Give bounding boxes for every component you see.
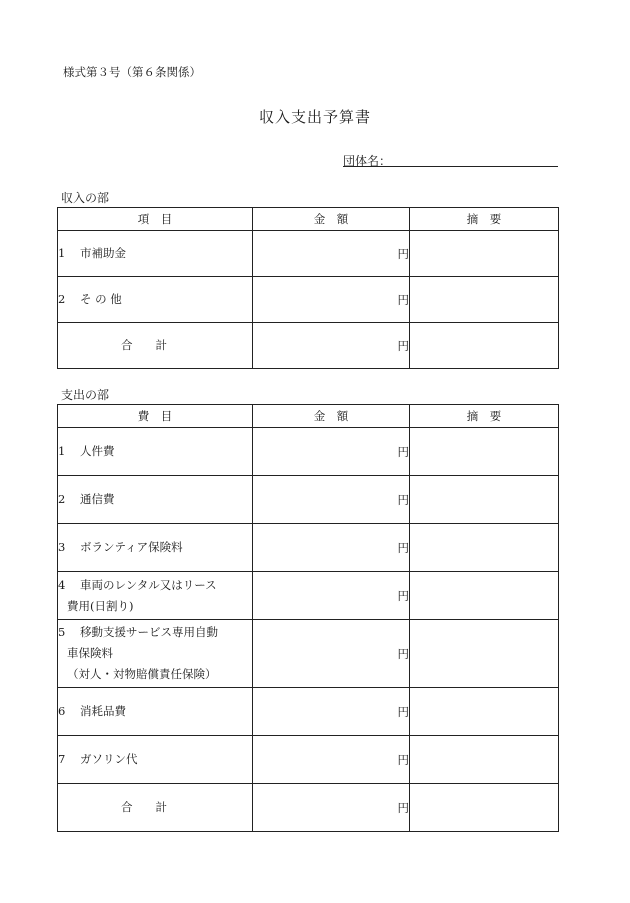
expense-row <box>58 736 559 784</box>
expense-amount-cell[interactable] <box>253 620 410 688</box>
item-label: そ の 他 <box>80 292 122 306</box>
expense-row <box>58 620 559 688</box>
expense-header-remarks: 摘 要 <box>410 405 559 428</box>
expense-item-cell <box>58 736 253 784</box>
expense-header-row <box>58 405 559 428</box>
expense-item-cell <box>58 476 253 524</box>
item-label: 市補助金 <box>80 246 126 260</box>
income-header-row <box>58 208 559 231</box>
income-amount-cell[interactable] <box>253 231 410 277</box>
form-number: 様式第３号（第６条関係） <box>63 65 201 79</box>
income-total-remarks-cell[interactable] <box>410 323 559 369</box>
expense-remarks-cell[interactable] <box>410 428 559 476</box>
income-total-amount-cell[interactable] <box>253 323 410 369</box>
income-amount-cell[interactable] <box>253 277 410 323</box>
expense-item-cell <box>58 428 253 476</box>
item-label: ボランティア保険料 <box>80 540 183 554</box>
yen-unit: 円 <box>397 338 409 353</box>
yen-unit: 円 <box>397 752 409 767</box>
expense-total-amount-cell[interactable] <box>253 784 410 832</box>
item-label-line3: （対人・対物賠償責任保険） <box>67 667 217 681</box>
item-number: 4 <box>58 577 66 592</box>
document-title: 収入支出予算書 <box>258 108 371 126</box>
expense-table <box>57 404 559 832</box>
expense-amount-cell[interactable] <box>253 524 410 572</box>
item-number: 1 <box>58 444 66 458</box>
expense-remarks-cell[interactable] <box>410 524 559 572</box>
expense-header-item: 費 目 <box>58 405 253 428</box>
item-number: 6 <box>58 704 66 718</box>
expense-row <box>58 688 559 736</box>
income-row <box>58 277 559 323</box>
income-header-item: 項 目 <box>58 208 253 231</box>
expense-row <box>58 476 559 524</box>
expense-header-amount: 金 額 <box>253 405 410 428</box>
expense-amount-cell[interactable] <box>253 688 410 736</box>
item-number: 1 <box>58 246 66 260</box>
item-number: 2 <box>58 492 66 506</box>
income-total-label-cell <box>58 323 253 369</box>
yen-unit: 円 <box>397 540 409 555</box>
item-label-line2: 費用(日割り) <box>67 598 134 613</box>
expense-item-cell <box>58 572 253 620</box>
item-number: 5 <box>58 625 66 639</box>
income-section-label: 収入の部 <box>61 191 110 205</box>
organization-underline <box>343 166 558 167</box>
expense-item-cell <box>58 524 253 572</box>
item-number: 3 <box>58 540 66 554</box>
expense-section-label: 支出の部 <box>61 388 110 402</box>
income-item-cell <box>58 231 253 277</box>
income-row <box>58 231 559 277</box>
item-label: 消耗品費 <box>80 704 126 718</box>
expense-total-row <box>58 784 559 832</box>
expense-amount-cell[interactable] <box>253 476 410 524</box>
yen-unit: 円 <box>397 800 409 815</box>
income-header-amount: 金 額 <box>253 208 410 231</box>
expense-remarks-cell[interactable] <box>410 736 559 784</box>
total-label: 合 計 <box>121 800 167 814</box>
income-remarks-cell[interactable] <box>410 277 559 323</box>
item-label: ガソリン代 <box>80 752 138 766</box>
expense-total-remarks-cell[interactable] <box>410 784 559 832</box>
income-header-remarks: 摘 要 <box>410 208 559 231</box>
expense-row <box>58 572 559 620</box>
yen-unit: 円 <box>397 292 409 307</box>
yen-unit: 円 <box>397 704 409 719</box>
expense-total-label-cell <box>58 784 253 832</box>
item-number: 7 <box>58 752 66 766</box>
expense-remarks-cell[interactable] <box>410 688 559 736</box>
expense-remarks-cell[interactable] <box>410 476 559 524</box>
income-item-cell <box>58 277 253 323</box>
organization-label: 団体名： <box>343 154 392 168</box>
total-label: 合 計 <box>121 338 167 352</box>
expense-amount-cell[interactable] <box>253 572 410 620</box>
expense-amount-cell[interactable] <box>253 428 410 476</box>
item-label: 人件費 <box>80 444 115 458</box>
yen-unit: 円 <box>397 246 409 261</box>
item-label-line2: 車保険料 <box>67 646 113 660</box>
yen-unit: 円 <box>397 492 409 507</box>
expense-row <box>58 428 559 476</box>
expense-remarks-cell[interactable] <box>410 572 559 620</box>
income-total-row <box>58 323 559 369</box>
item-label: 車両のレンタル又はリース <box>80 577 217 592</box>
expense-row <box>58 524 559 572</box>
item-number: 2 <box>58 292 66 306</box>
income-remarks-cell[interactable] <box>410 231 559 277</box>
item-label: 通信費 <box>80 492 115 506</box>
yen-unit: 円 <box>397 444 409 459</box>
expense-remarks-cell[interactable] <box>410 620 559 688</box>
income-table <box>57 207 559 369</box>
yen-unit: 円 <box>397 646 409 661</box>
expense-item-cell <box>58 620 253 688</box>
yen-unit: 円 <box>397 588 409 603</box>
expense-item-cell <box>58 688 253 736</box>
item-label: 移動支援サービス専用自動 <box>80 625 218 639</box>
expense-amount-cell[interactable] <box>253 736 410 784</box>
